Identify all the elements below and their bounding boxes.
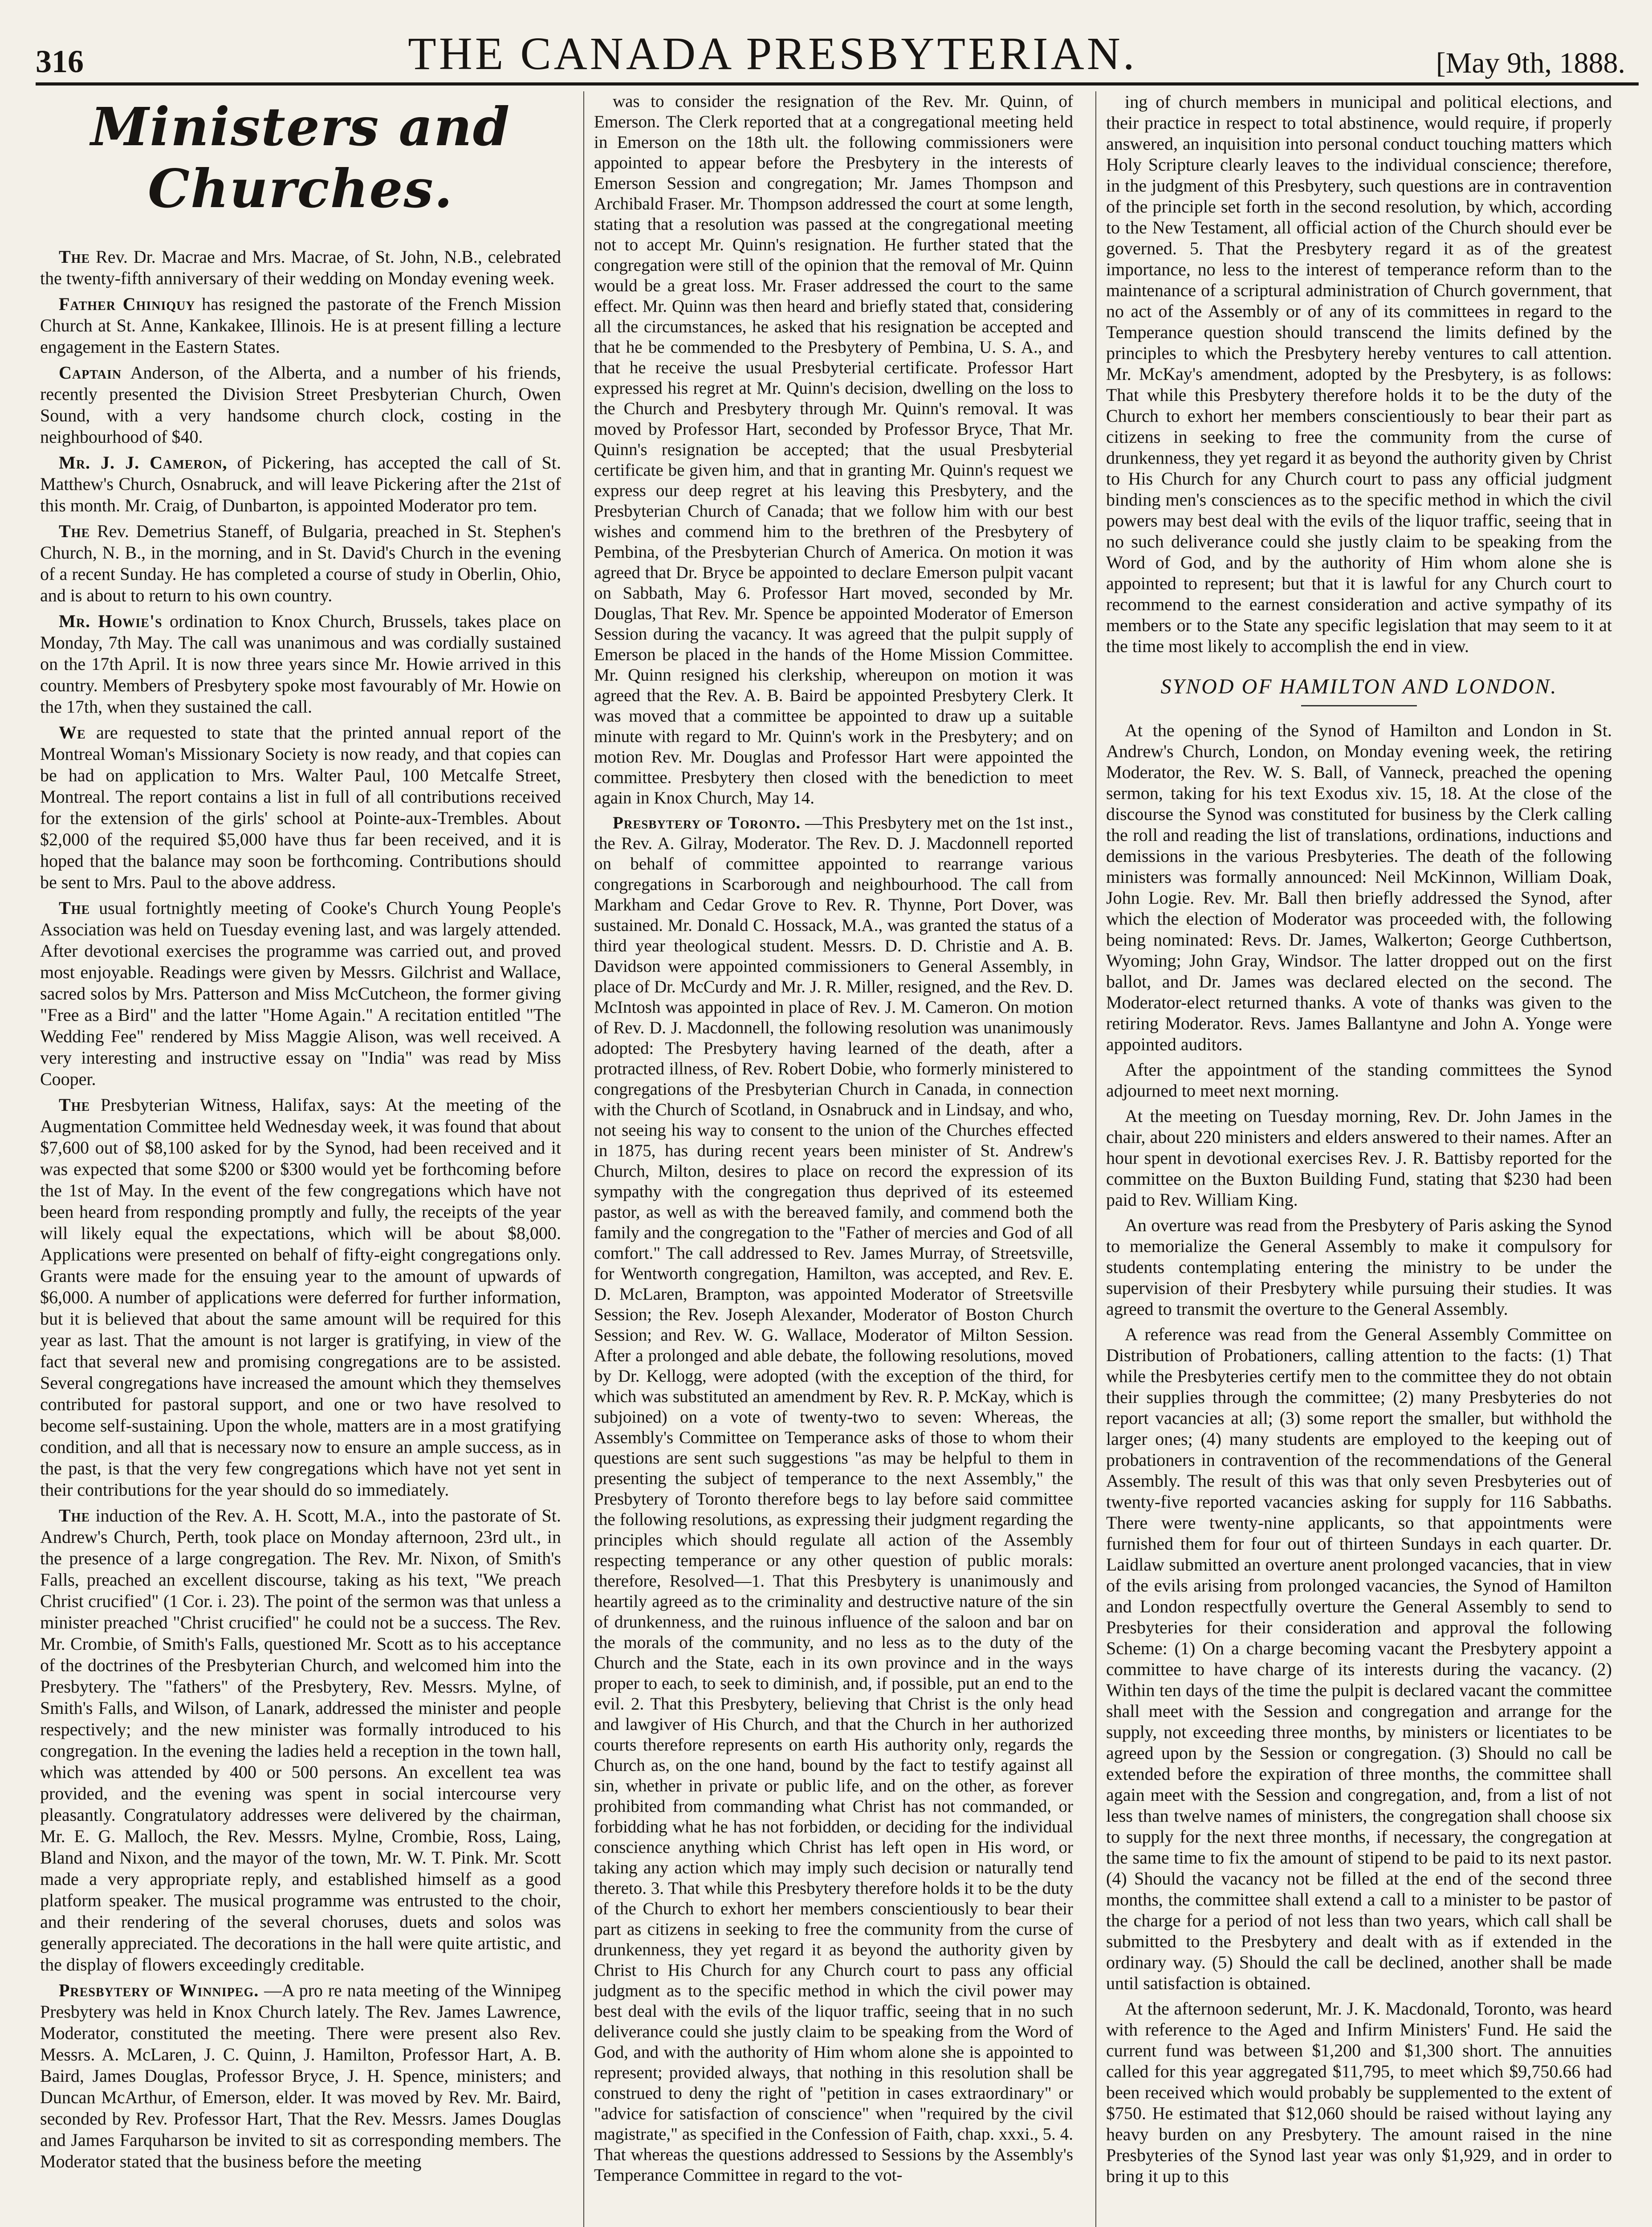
paragraph xyxy=(40,521,561,606)
paragraph xyxy=(1106,720,1612,1055)
synod-heading: SYNOD OF HAMILTON AND LONDON. xyxy=(1160,675,1558,698)
paragraph xyxy=(40,1094,561,1501)
paragraph-text: At the opening of the Synod of Hamilton and London in St. Andrew's Church, London, on Monday evening week, the retiring Moderator, the Rev. W. S. Ball, of Vanneck, preached the opening sermon, taking for his text Exodus xiv. 15, 18. At the close of the discourse the Synod was constituted for business by the Clerk calling the roll and reading the list of translations, ordinations, inductions and demissions in the various Presbyteries. The death of the following ministers was formally announced: Neil McKinnon, William Doak, John Logie. Rev. Mr. Ball then briefly addressed the Synod, after which the election of Moderator was proceeded with, the following being nominated: Revs. Dr. James, Walkerton; George Cuthbertson, Wyoming; John Gray, Windsor. The latter dropped out on the first ballot, and Dr. James was declared elected on the second. The Moderator-elect returned thanks. A vote of thanks was given to the retiring Moderator. Revs. James Ballantyne and John A. Yonge were appointed auditors. xyxy=(1106,720,1612,1054)
paragraph-text: Rev. Demetrius Staneff, of Bulgaria, preached in St. Stephen's Church, N. B., in the morning, and in St. David's Church in the evening of a recent Sunday. He has completed a course of study in Oberlin, Ohio, and is about to return to his own country. xyxy=(40,521,561,605)
paragraph xyxy=(40,1980,561,2172)
column-1 xyxy=(40,91,561,2227)
paragraph-text: A reference was read from the General Assembly Committee on Distribution of Probationers, calling attention to the facts: (1) That while the Presbyteries certify men to the committee they do not obtain their supplies through the committee; (2) many Presbyteries do not report vacancies at all; (3) some report the smaller, but withhold the larger ones; (4) many students are employed to the keeping out of probationers in contravention of the recommendations of the General Assembly. The result of this was that only seven Presbyteries out of twenty-five reported vacancies asking for supply for 116 Sabbaths. There were twenty-nine applicants, so that appointments were furnished them for four out of thirteen Sundays in each quarter. Dr. Laidlaw submitted an overture anent prolonged vacancies, that in view of the evils arising from prolonged vacancies, the Synod of Hamilton and London respectfully overture the General Assembly to send to Presbyteries for their consideration and approval the following Scheme: (1) On a charge becoming vacant the Presbytery appoint a committee to have charge of its interests during the vacancy. (2) Within ten days of the time the pulpit is declared vacant the committee shall meet with the Session and congregation and arrange for the supply, not exceeding three months, by ministers or licentiates to be agreed upon by the Session or congregation. (3) Should no call be extended before the expiration of three months, the committee shall again meet with the Session and congregation, and, from a list of not less than twelve names of ministers, the congregation shall choose six to supply for the next three months, if necessary, the congregation at the same time to fix the amount of stipend to be paid to its next pastor. (4) Should the vacancy not be filled at the end of the second three months, the committee shall extend a call to a minister to be pastor of the charge for a period of not less than two years, which call shall be submitted to the Presbytery and dealt with as if extended in the ordinary way. (5) Should the call be declined, another shall be made until satisfaction is obtained. xyxy=(1106,1324,1612,1993)
paragraph-text: are requested to state that the printed annual report of the Montreal Woman's Missionary Society is now ready, and that copies can be had on application to Mrs. Walter Paul, 100 Metcalfe Street, Montreal. The report contains a list in full of all contributions received for the extension of the girls' school at Pointe-aux-Trembles. About $2,000 of the required $5,000 have thus far been received, and it is hoped that the balance may soon be forthcoming. Contributions should be sent to Mrs. Paul to the above address. xyxy=(40,722,561,892)
column-2-body xyxy=(594,91,1073,2186)
paragraph xyxy=(40,722,561,893)
paragraph-lead: The xyxy=(59,1095,90,1115)
paragraph-text: has resigned the pastorate of the French Mission Church at St. Anne, Kankakee, Illinois. He is at present filling a lecture engagement in the Eastern States. xyxy=(40,294,561,357)
paragraph xyxy=(40,362,561,448)
page-header xyxy=(36,13,1625,80)
masthead-title: THE CANADA PRESBYTERIAN. xyxy=(408,28,1137,79)
paragraph xyxy=(40,611,561,718)
paragraph xyxy=(1106,1215,1612,1319)
columns xyxy=(40,91,1634,2227)
paragraph xyxy=(40,897,561,1090)
paragraph-lead: We xyxy=(59,722,86,742)
paragraph-lead: The xyxy=(59,898,90,918)
paragraph-lead: Captain xyxy=(59,363,122,383)
page-number: 316 xyxy=(36,44,84,79)
paragraph-text: ordination to Knox Church, Brussels, takes place on Monday, 7th May. The call was unanimous and was cordially sustained on the 17th April. It is now three years since Mr. Howie arrived in this country. Members of Presbytery spoke most favourably of Mr. Howie on the 17th, when they sustained the call. xyxy=(40,611,561,717)
paragraph-lead: Mr. Howie's xyxy=(59,611,163,631)
paragraph-text: Rev. Dr. Macrae and Mrs. Macrae, of St. John, N.B., celebrated the twenty-fifth anniversary of their wedding on Monday evening week. xyxy=(40,247,561,288)
paragraph-text: After the appointment of the standing committees the Synod adjourned to meet next morning. xyxy=(1106,1060,1612,1101)
paragraph-text: of Pickering, has accepted the call of St. Matthew's Church, Osnabruck, and will leave Pickering after the 21st of this month. Mr. Craig, of Dunbarton, is appointed Moderator pro tem. xyxy=(40,453,561,515)
column-3 xyxy=(1095,91,1612,2227)
paragraph-text: —This Presbytery met on the 1st inst., the Rev. A. Gilray, Moderator. The Rev. D. J. Macdonnell reported on behalf of committee appointed to rearrange various congregations in Scarborough and neighbourhood. The call from Markham and Cedar Grove to Rev. R. Thynne, Port Dover, was sustained. Mr. Donald C. Hossack, M.A., was granted the status of a third year theological student. Messrs. D. D. Christie and A. B. Davidson were appointed commissioners to General Assembly, in place of Dr. McCurdy and Mr. J. R. Miller, resigned, and the Rev. D. McIntosh was appointed in place of Rev. J. M. Cameron. On motion of Rev. D. J. Macdonnell, the following resolution was unanimously adopted: The Presbytery having learned of the death, after a protracted illness, of Rev. Robert Dobie, who formerly ministered to congregations of the Presbyterian Church in Canada, in connection with the Church of Scotland, in Osnabruck and in Lindsay, and who, not seeing his way to consent to the union of the Churches effected in 1875, has during recent years been minister of St. Andrew's Church, Milton, desires to place on record the expression of its sympathy with the congregation thus deprived of its esteemed pastor, as well as with the bereaved family, and commend both the family and the congregation to the "Father of mercies and God of all comfort." The call addressed to Rev. James Murray, of Streetsville, for Wentworth congregation, Hamilton, was accepted, and Rev. E. D. McLaren, Brampton, was appointed Moderator of Streetsville Session; the Rev. Joseph Alexander, Moderator of Boston Church Session; and Rev. W. G. Wallace, Moderator of Milton Session. After a prolonged and able debate, the following resolutions, moved by Dr. Kellogg, were adopted (with the exception of the third, for which was substituted an amendment by Rev. R. P. McKay, which is subjoined) on a vote of twenty-two to seven: Whereas, the Assembly's Committee on Temperance asks of those to whom their questions are sent such suggestions "as may be helpful to them in presenting the subject of temperance to the next Assembly," the Presbytery of Toronto therefore begs to lay before said committee the following resolutions, as expressing their judgment regarding the principles which should regulate all action of the Assembly respecting temperance or any other question of public morals: therefore, Resolved—1. That this Presbytery is unanimously and heartily agreed as to the criminality and destructive nature of the sin of drunkenness, and the ruinous influence of the saloon and bar on the morals of the community, and no less as to the duty of the Church and the State, each in its own province and in the ways proper to each, to seek to diminish, and, if possible, put an end to the evil. 2. That this Presbytery, believing that Christ is the only head and lawgiver of His Church, and that the Church in her authorized courts therefore represents on earth His authority only, regards the Church as, on the one hand, bound by the fact to testify against all sin, whether in private or public life, and on the other, as forever prohibited from commanding what Christ has not commanded, or forbidding what he has not forbidden, or deciding for the individual conscience anything which Christ has left open in His word, or taking any action which may imply such decision or naturally tend thereto. 3. That while this Presbytery therefore holds it to be the duty of the Church to exhort her members conscientiously to bear their part as citizens in seeking to free the community from the curse of drunkenness, they yet regard it as beyond the authority given by Christ to His Church for any Church court to pass any official judgment as to the specific method in which the civil power may best deal with the evils of the liquor traffic, seeing that in no such deliverance could she justly claim to be speaking from the Word of God, and with the authority of Him whom alone she is appointed to represent; provided always, that nothing in this resolution shall be construed to deny the right of "petition in cases extraordinary" or "advice for satisfaction of conscience" when "required by the civil magistrate," as specified in the Confession of Faith, chap. xxxi., 5. 4. That whereas the questions addressed to Sessions by the Assembly's Temperance Committee in regard to the vot- xyxy=(594,813,1073,2185)
paragraph xyxy=(594,813,1073,2186)
header-rule xyxy=(36,82,1639,86)
paragraph xyxy=(1106,1998,1612,2186)
paragraph xyxy=(40,1505,561,1975)
paragraph-lead: Presbytery of Toronto. xyxy=(613,813,801,832)
paragraph xyxy=(1106,91,1612,657)
column-2 xyxy=(583,91,1073,2227)
paragraph xyxy=(40,452,561,516)
paragraph-text: ing of church members in municipal and political elections, and their practice in respect to total abstinence, would require, if properly answered, an inquisition into personal conduct touching matters which Holy Scripture clearly leaves to the individual conscience; therefore, in the judgment of this Presbytery, such questions are in contravention of the principle set forth in the second resolution, by which, according to the New Testament, all official action of the Church should ever be governed. 5. That the Presbytery regard it as of the greatest importance, no less to the interest of temperance reform than to the maintenance of a scriptural administration of Church government, that no act of the Assembly or of any of its committees in regard to the Temperance question should transcend the limits defined by the principles to which the Presbytery hereby ventures to call attention. Mr. McKay's amendment, adopted by the Presbytery, is as follows: That while this Presbytery therefore holds it to be the duty of the Church to exhort her members conscientiously to bear their part as citizens in seeking to free the community from the curse of drunkenness, they yet regard it as beyond the authority given by Christ to His Church for any Church court to pass any official judgment binding men's consciences as to the specific method in which the civil powers may best deal with the evils of the liquor traffic, seeing that in no such deliverance could she justly claim to be speaking from the Word of God, and by the authority of Him whom alone she is appointed to represent; but that it is lawful for any Church court to recommend to the earnest consideration and active sympathy of its members or to the State any specific legislation that may seem to it at the time most likely to accomplish the end in view. xyxy=(1106,92,1612,656)
paragraph-lead: Presbytery of Winnipeg. xyxy=(59,1980,259,2000)
paragraph xyxy=(40,294,561,358)
paragraph-text: An overture was read from the Presbytery of Paris asking the Synod to memorialize the General Assembly to make it compulsory for students contemplating entering the ministry to be under the supervision of their Presbytery while pursuing their studies. It was agreed to transmit the overture to the General Assembly. xyxy=(1106,1215,1612,1319)
paragraph-text: At the afternoon sederunt, Mr. J. K. Macdonald, Toronto, was heard with reference to the Aged and Infirm Ministers' Fund. He said the current fund was between $1,200 and $1,300 short. The annuities called for this year aggregated $11,795, to meet which $9,750.66 had been received which would probably be supplemented to the extent of $750. He estimated that $12,060 should be raised without laying any heavy burden on any Presbytery. The amount raised in the nine Presbyteries of the Synod last year was only $1,929, and in order to bring it up to this xyxy=(1106,1999,1612,2186)
paragraph-text: induction of the Rev. A. H. Scott, M.A., into the pastorate of St. Andrew's Church, Perth, took place on Monday afternoon, 23rd ult., in the presence of a large congregation. The Rev. Mr. Nixon, of Smith's Falls, preached an excellent discourse, taking as his text, "We preach Christ crucified" (1 Cor. i. 23). The point of the sermon was that unless a minister preached "Christ crucified" he could not be a success. The Rev. Mr. Crombie, of Smith's Falls, questioned Mr. Scott as to his acceptance of the doctrines of the Presbyterian Church, and welcomed him into the Presbytery. The "fathers" of the Presbytery, Rev. Messrs. Mylne, of Smith's Falls, and Wilson, of Lanark, addressed the minister and people respectively; and the new minister was formally introduced to his congregation. In the evening the ladies held a reception in the town hall, which was attended by 400 or 500 persons. An excellent tea was provided, and the evening was spent in social intercourse very pleasantly. Congratulatory addresses were delivered by the chairman, Mr. E. G. Malloch, the Rev. Messrs. Mylne, Crombie, Ross, Laing, Bland and Nixon, and the mayor of the town, Mr. W. T. Pink. Mr. Scott made a very appropriate reply, and established himself as a good platform speaker. The musical programme was entrusted to the choir, and their rendering of the several choruses, duets and solos was generally appreciated. The decorations in the hall were quite artistic, and the display of flowers exceedingly creditable. xyxy=(40,1505,561,1974)
paragraph-text: Presbyterian Witness, Halifax, says: At the meeting of the Augmentation Committee held Wednesday week, it was found that about $7,600 out of $8,100 asked for by the Synod, had been received and it was expected that some $200 or $300 would yet be forthcoming before the 1st of May. In the event of the few congregations which have not been heard from responding promptly and fully, the receipts of the year will likely equal the expectations, which will be about $8,000. Applications were presented on behalf of fifty-eight congregations only. Grants were made for the ensuing year to the amount of upwards of $6,000. A number of applications were deferred for further information, but it is believed that about the same amount will be required for this year as last. That the amount is not larger is gratifying, in view of the fact that several new and promising congregations are to be assisted. Several congregations have increased the amount which they themselves contributed for pastoral support, and one or two have resolved to become self-sustaining. Upon the whole, matters are in a most gratifying condition, and all that is necessary now to ensure an ample success, as in the past, is that the very few congregations which have not yet sent in their contributions for the year should do so immediately. xyxy=(40,1095,561,1500)
paragraph-lead: The xyxy=(59,247,90,267)
paragraph-text: usual fortnightly meeting of Cooke's Church Young People's Association was held on Tuesday evening last, and was largely attended. After devotional exercises the programme was carried out, and proved most enjoyable. Readings were given by Messrs. Gilchrist and Wallace, sacred solos by Mrs. Patterson and Miss McCutcheon, the former giving "Free as a Bird" and the latter "Home Again." A recitation entitled "The Wedding Fee" rendered by Miss Maggie Alison, was well received. A very interesting and instructive essay on "India" was read by Miss Cooper. xyxy=(40,898,561,1089)
synod-body xyxy=(1106,720,1612,2186)
paragraph-text: was to consider the resignation of the Rev. Mr. Quinn, of Emerson. The Clerk reported that at a congregational meeting held in Emerson on the 18th ult. the following commissioners were appointed to appear before the Presbytery in the interests of Emerson Session and congregation; Mr. James Thompson and Archibald Fraser. Mr. Thompson addressed the court at some length, stating that a resolution was passed at the congregational meeting not to accept Mr. Quinn's resignation. He further stated that the congregation were still of the opinion that the removal of Mr. Quinn would be a great loss. Mr. Fraser addressed the court to the same effect. Mr. Quinn was then heard and briefly stated that, considering all the circumstances, he asked that his resignation be accepted and that he be commended to the Presbytery of Pembina, U. S. A., and that he receive the usual Presbyterial certificate. Professor Hart expressed his regret at Mr. Quinn's decision, dwelling on the loss to the Church and Presbytery through Mr. Quinn's removal. It was moved by Professor Hart, seconded by Professor Bryce, That Mr. Quinn's resignation be accepted; that the usual Presbyterial certificate be given him, and that in granting Mr. Quinn's request we express our deep regret at his leaving this Presbytery, and the Presbyterian Church of Canada; that we follow him with our best wishes and commend him to the brethren of the Presbytery of Pembina, of the Presbyterian Church of America. On motion it was agreed that Dr. Bryce be appointed to declare Emerson pulpit vacant on Sabbath, May 6. Professor Hart moved, seconded by Mr. Douglas, That Rev. Mr. Spence be appointed Moderator of Emerson Session during the vacancy. It was agreed that the pulpit supply of Emerson be placed in the hands of the Home Mission Committee. Mr. Quinn resigned his clerkship, whereupon on motion it was agreed that the Rev. A. B. Baird be appointed Presbytery Clerk. It was moved that a committee be appointed to draw up a suitable minute with regard to Mr. Quinn's work in the Presbytery; and on motion Rev. Mr. Douglas and Professor Hart were appointed the committee. Presbytery then closed with the benediction to meet again in Knox Church, May 14. xyxy=(594,92,1073,808)
column-3-body xyxy=(1106,91,1612,657)
section-title: Ministers and Churches. xyxy=(90,96,511,220)
paragraph xyxy=(1106,1324,1612,1994)
paragraph-text: —A pro re nata meeting of the Winnipeg Presbytery was held in Knox Church lately. The Rev. James Lawrence, Moderator, constituted the meeting. There were present also Rev. Messrs. A. McLaren, J. C. Quinn, J. Hamilton, Professor Hart, A. B. Baird, James Douglas, Professor Bryce, J. H. Spence, ministers; and Duncan McArthur, of Emerson, elder. It was moved by Rev. Mr. Baird, seconded by Rev. Professor Hart, That the Rev. Messrs. James Douglas and James Farquharson be invited to sit as corresponding members. The Moderator stated that the business before the meeting xyxy=(40,1980,561,2171)
paragraph xyxy=(40,246,561,289)
paragraph xyxy=(1106,1059,1612,1101)
paragraph-lead: Father Chiniquy xyxy=(59,294,195,314)
paragraph-text: Anderson, of the Alberta, and a number of his friends, recently presented the Division Street Presbyterian Church, Owen Sound, with a very handsome church clock, costing in the neighbourhood of $40. xyxy=(40,363,561,447)
column-1-body xyxy=(40,246,561,2172)
paragraph xyxy=(594,91,1073,808)
paragraph xyxy=(1106,1105,1612,1210)
paragraph-lead: The xyxy=(59,1505,90,1525)
synod-rule xyxy=(1301,705,1417,706)
paragraph-lead: The xyxy=(59,521,90,541)
paragraph-text: At the meeting on Tuesday morning, Rev. Dr. John James in the chair, about 220 ministers and elders answered to their names. After an hour spent in devotional exercises Rev. J. R. Battisby reported for the committee on the Buxton Building Fund, stating that $230 had been paid to Rev. William King. xyxy=(1106,1106,1612,1210)
paragraph-lead: Mr. J. J. Cameron, xyxy=(59,453,228,473)
issue-date: [May 9th, 1888. xyxy=(1436,47,1625,79)
